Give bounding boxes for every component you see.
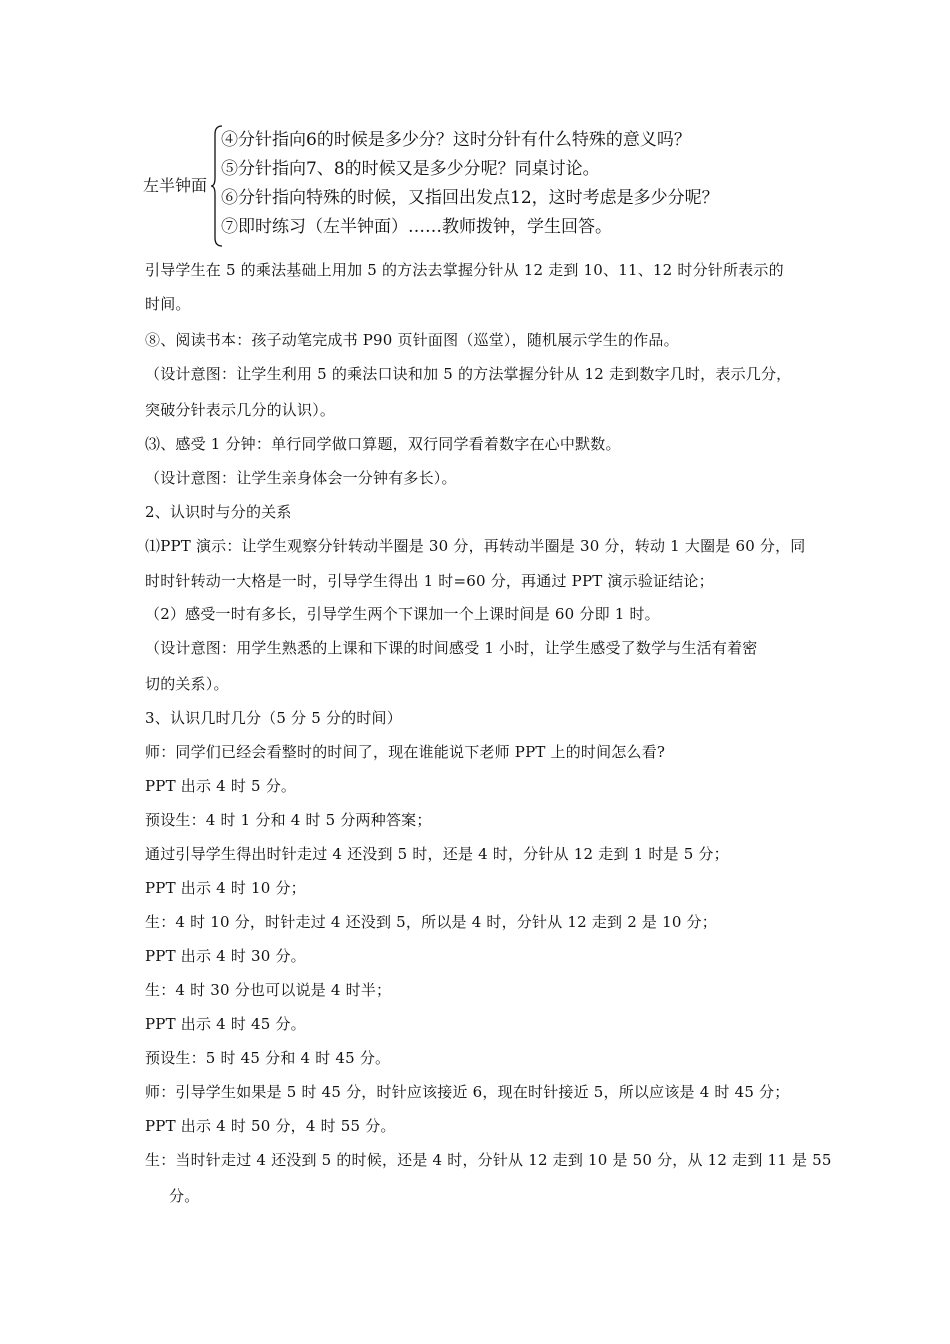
bracket-label: 左半钟面	[143, 176, 208, 195]
section-heading: 3、认识几时几分（5 分 5 分的时间）	[145, 709, 402, 727]
paragraph-line: （2）感受一时有多长，引导学生两个下课加一个上课时间是 60 分即 1 时。	[145, 605, 660, 623]
paragraph-line: PPT 出示 4 时 30 分。	[145, 947, 306, 965]
paragraph-line: 引导学生在 5 的乘法基础上用加 5 的方法去掌握分针从 12 走到 10、11、12 时分针所表示的	[145, 261, 784, 279]
paragraph-line: ⑶、感受 1 分钟：单行同学做口算题，双行同学看着数字在心中默数。	[145, 435, 621, 453]
paragraph-line: 时间。	[145, 295, 191, 313]
paragraph-line: PPT 出示 4 时 45 分。	[145, 1015, 306, 1033]
paragraph-line: PPT 出示 4 时 5 分。	[145, 777, 297, 795]
paragraph-line: 分。	[169, 1187, 200, 1205]
paragraph-line: 通过引导学生得出时针走过 4 还没到 5 时，还是 4 时，分针从 12 走到 1 时是 5 分；	[145, 845, 729, 863]
bracket-item: ⑤分针指向7、8的时候又是多少分呢？同桌讨论。	[221, 159, 600, 179]
paragraph-line: 师：同学们已经会看整时的时间了，现在谁能说下老师 PPT 上的时间怎么看?	[145, 743, 666, 761]
paragraph-line: PPT 出示 4 时 10 分；	[145, 879, 306, 897]
bracket-item: ⑦即时练习（左半钟面）……教师拨钟，学生回答。	[221, 217, 612, 237]
bracket-item: ⑥分针指向特殊的时候，又指回出发点12，这时考虑是多少分呢？	[221, 188, 719, 208]
paragraph-line: （设计意图：用学生熟悉的上课和下课的时间感受 1 小时，让学生感受了数学与生活有着密	[145, 639, 758, 657]
bracket-item: ④分针指向6的时候是多少分？这时分针有什么特殊的意义吗？	[221, 130, 691, 150]
paragraph-line: 预设生：4 时 1 分和 4 时 5 分两种答案；	[145, 811, 432, 829]
paragraph-line: 预设生：5 时 45 分和 4 时 45 分。	[145, 1049, 391, 1067]
paragraph-line: 生：4 时 10 分，时针走过 4 还没到 5，所以是 4 时，分针从 12 走到 2 是 10 分；	[145, 913, 717, 931]
paragraph-line: 生：当时针走过 4 还没到 5 的时候，还是 4 时，分针从 12 走到 10 是 50 分，从 12 走到 11 是 55	[145, 1151, 832, 1169]
paragraph-line: PPT 出示 4 时 50 分，4 时 55 分。	[145, 1117, 396, 1135]
paragraph-line: ⑴PPT 演示：让学生观察分针转动半圈是 30 分，再转动半圈是 30 分，转动 1 大圈是 60 分，同	[145, 537, 806, 555]
paragraph-line: 突破分针表示几分的认识）。	[145, 401, 336, 419]
section-heading: 2、认识时与分的关系	[145, 503, 292, 521]
paragraph-line: 切的关系）。	[145, 675, 229, 693]
paragraph-line: 生：4 时 30 分也可以说是 4 时半；	[145, 981, 392, 999]
paragraph-line: （设计意图：让学生利用 5 的乘法口诀和加 5 的方法掌握分针从 12 走到数字几时，表示几分，	[145, 365, 792, 383]
paragraph-line: 师：引导学生如果是 5 时 45 分，时针应该接近 6，现在时针接近 5，所以应该是 4 时 45 分；	[145, 1083, 790, 1101]
paragraph-line: 时时针转动一大格是一时，引导学生得出 1 时=60 分，再通过 PPT 演示验证结论；	[145, 572, 714, 590]
left-half-clock-bracket	[143, 124, 823, 248]
paragraph-line: ⑧、阅读书本：孩子动笔完成书 P90 页针面图（巡堂），随机展示学生的作品。	[145, 331, 679, 349]
paragraph-line: （设计意图：让学生亲身体会一分钟有多长）。	[145, 469, 457, 487]
